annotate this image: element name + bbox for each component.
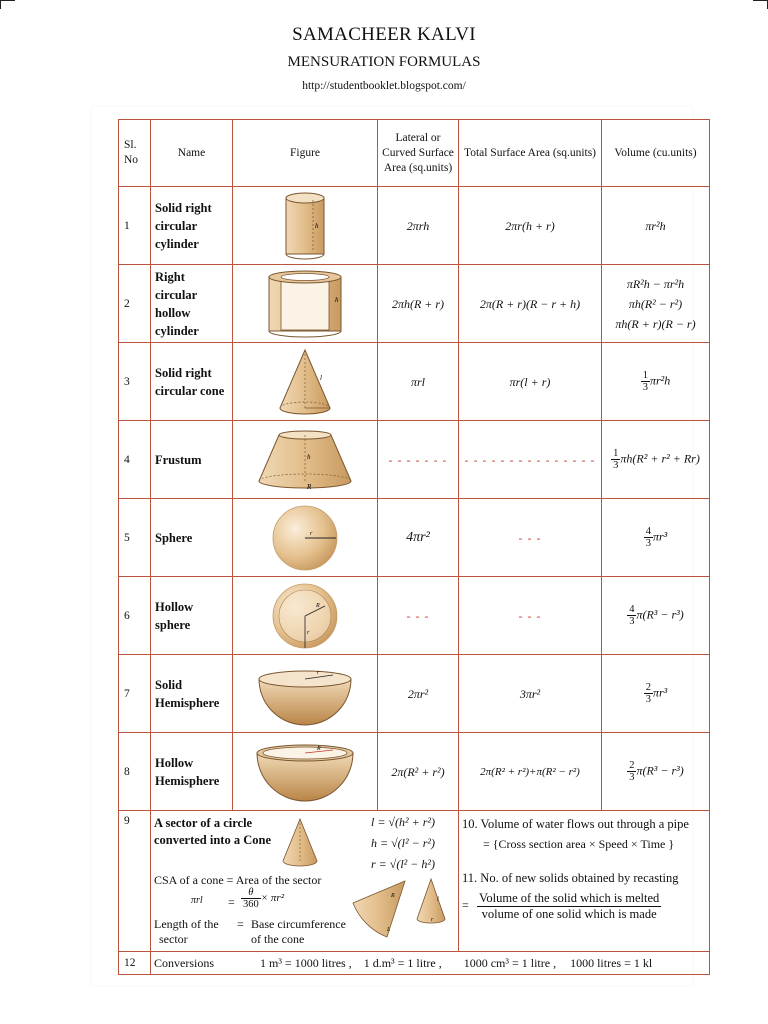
shape-name: Solid right circular cylinder (151, 187, 233, 265)
page-subtitle: MENSURATION FORMULAS (287, 54, 481, 70)
svg-text:h: h (307, 452, 311, 461)
csa-sector-line: CSA of a cone = Area of the sector (154, 873, 322, 887)
formula-l: l = √(h² + r²) (371, 815, 435, 829)
row-number: 8 (119, 733, 151, 811)
hollow-sphere-figure (233, 577, 378, 655)
equals-sign: = (228, 895, 235, 909)
row-number: 7 (119, 655, 151, 733)
item-10-formula: = {Cross section area × Speed × Time } (483, 837, 675, 851)
shape-name: Right circular hollow cylinder (151, 265, 233, 343)
table-row (119, 655, 710, 733)
shape-name: Solid right circular cone (151, 343, 233, 421)
svg-text:R: R (307, 482, 312, 491)
conversion-item: 1000 cm³ = 1 litre , (463, 955, 557, 970)
tsa-formula: - - - (459, 499, 602, 577)
csa-formula: πrl (378, 343, 459, 421)
frustum-figure (233, 421, 378, 499)
svg-text:l: l (320, 373, 322, 382)
volume-formula: $\frac{1}{3}$ πh(R² + r² + Rr) (602, 421, 710, 499)
hollow-hemisphere-figure (233, 733, 378, 811)
item-11-text: 11. No. of new solids obtained by recasting (462, 871, 679, 885)
csa-formula: 2π(R² + r²) (378, 733, 459, 811)
page-title: SAMACHEER KALVI (292, 24, 476, 45)
conversion-item: 1 d.m³ = 1 litre , (363, 955, 442, 970)
sector-label: sector (159, 932, 188, 946)
svg-text:r: r (317, 669, 320, 676)
formula-r: r = √(l² − h²) (371, 857, 435, 871)
conversions-cell (151, 952, 710, 975)
hemisphere-figure (233, 655, 378, 733)
base-circumference-label: Base circumference (251, 917, 346, 931)
sector-title-line2: converted into a Cone (154, 833, 271, 847)
page-corner-mark (0, 0, 15, 9)
item-10-text: 10. Volume of water flows out through a pipe (462, 817, 689, 831)
svg-text:R: R (391, 893, 395, 899)
volume-formula: $\frac{2}{3}$ π(R³ − r³) (602, 733, 710, 811)
tsa-formula: - - - - - - - - - - - - - - - (459, 421, 602, 499)
col-name: Name (151, 120, 233, 187)
svg-text:h: h (335, 295, 339, 304)
length-label: Length of the (154, 917, 219, 931)
csa-formula: - - - (378, 577, 459, 655)
table-row (119, 265, 710, 343)
volume-formula: πr²h (602, 187, 710, 265)
row-number: 9 (119, 811, 151, 952)
tsa-formula: 2πr(h + r) (459, 187, 602, 265)
of-cone-label: of the cone (251, 932, 305, 946)
table-row (119, 421, 710, 499)
pirl-text: πrl (191, 895, 203, 906)
shape-name: Sphere (151, 499, 233, 577)
shape-name: Solid Hemisphere (151, 655, 233, 733)
table-row (119, 577, 710, 655)
svg-text:l: l (437, 897, 439, 903)
col-sl-no: Sl. No (119, 120, 151, 187)
svg-text:r: r (310, 530, 313, 537)
sphere-figure (233, 499, 378, 577)
cone-figure (233, 343, 378, 421)
shape-name: Hollow sphere (151, 577, 233, 655)
row-number: 2 (119, 265, 151, 343)
tsa-formula: 2π(R² + r²)+π(R² − r²) (459, 733, 602, 811)
hollow-cylinder-figure (233, 265, 378, 343)
csa-formula: 4πr² (378, 499, 459, 577)
equals-sign: = (237, 917, 244, 931)
row-number: 4 (119, 421, 151, 499)
pipe-recast-cell (459, 811, 710, 952)
sector-to-cone-figure (347, 873, 457, 943)
formula-h: h = √(l² − r²) (371, 836, 435, 850)
shape-name: Frustum (151, 421, 233, 499)
row-number: 3 (119, 343, 151, 421)
row-number: 6 (119, 577, 151, 655)
csa-formula: 2πrh (378, 187, 459, 265)
col-figure: Figure (233, 120, 378, 187)
formula-table (118, 119, 710, 975)
svg-text:R: R (317, 745, 321, 752)
svg-text:r: r (307, 629, 310, 636)
table-header-row (119, 120, 710, 187)
table-row-sector-cone (119, 811, 710, 952)
sector-cone-cell (151, 811, 459, 952)
col-total-surface-area: Total Surface Area (sq.units) (459, 120, 602, 187)
csa-formula: 2πr² (378, 655, 459, 733)
csa-formula: - - - - - - - (378, 421, 459, 499)
table-row (119, 499, 710, 577)
conversion-item: 1 m³ = 1000 litres , (260, 955, 352, 970)
shape-name: Hollow Hemisphere (151, 733, 233, 811)
equals-sign: = (462, 898, 469, 912)
table-row (119, 733, 710, 811)
cylinder-figure (233, 187, 378, 265)
volume-formula: $\frac{1}{3}$ πr²h (602, 343, 710, 421)
sector-title-line1: A sector of a circle (154, 816, 253, 830)
table-row-conversions (119, 952, 710, 975)
cone-sketch-figure (279, 817, 321, 871)
page-corner-mark (753, 0, 768, 9)
volume-formula: $\frac{4}{3}$ πr³ (602, 499, 710, 577)
tsa-formula: 3πr² (459, 655, 602, 733)
conversions-label: Conversions (154, 955, 214, 970)
row-number: 1 (119, 187, 151, 265)
row-number: 12 (119, 952, 151, 975)
conversion-item: 1000 litres = 1 kl (570, 955, 653, 970)
svg-text:r: r (431, 917, 434, 923)
col-volume: Volume (cu.units) (602, 120, 710, 187)
svg-text:L: L (387, 927, 391, 933)
col-lateral-surface-area: Lateral or Curved Surface Area (sq.units) (378, 120, 459, 187)
source-url[interactable]: http://studentbooklet.blogspot.com/ (302, 80, 466, 92)
theta-fraction: $\frac{\theta}{360}$ × πr² (243, 887, 285, 910)
csa-formula: 2πh(R + r) (378, 265, 459, 343)
table-row (119, 187, 710, 265)
recast-fraction: Volume of the solid which is melted volume of one solid which is made (479, 891, 660, 921)
svg-text:R: R (316, 602, 320, 609)
volume-formula: $\frac{4}{3}$ π(R³ − r³) (602, 577, 710, 655)
table-row (119, 343, 710, 421)
volume-formula: πR²h − πr²h πh(R² − r²) πh(R + r)(R − r) (602, 265, 710, 343)
tsa-formula: 2π(R + r)(R − r + h) (459, 265, 602, 343)
row-number: 5 (119, 499, 151, 577)
tsa-formula: - - - (459, 577, 602, 655)
svg-text:h: h (315, 221, 319, 230)
volume-formula: $\frac{2}{3}$ πr³ (602, 655, 710, 733)
tsa-formula: πr(l + r) (459, 343, 602, 421)
